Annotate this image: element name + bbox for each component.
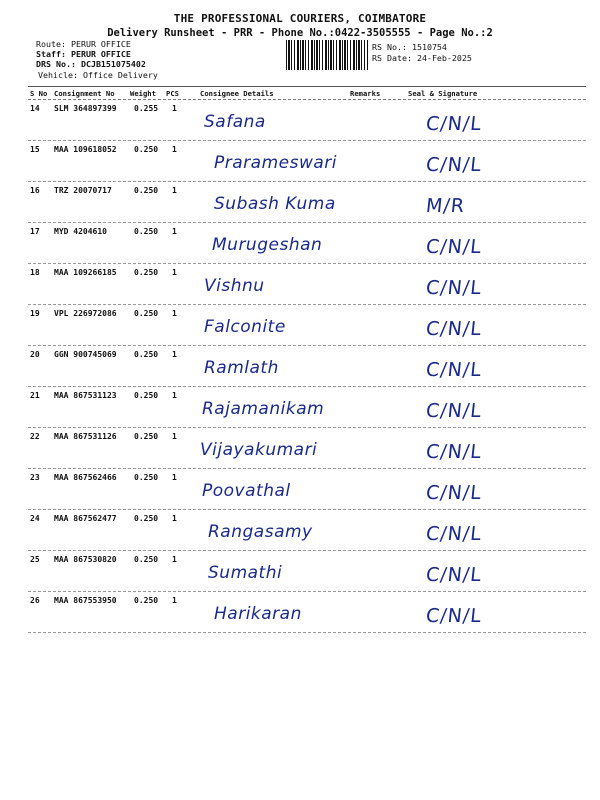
row-pcs: 1 [172,432,177,441]
row-weight: 0.250 [134,432,159,441]
col-sno: S No [30,89,48,98]
table-row [28,428,586,469]
seal-signature: C/N/L [424,523,484,545]
col-consignee: Consignee Details [200,89,274,98]
row-weight: 0.250 [134,391,159,400]
row-sno: 16 [30,186,40,195]
table-header [28,86,586,100]
consignee-signature: Falconite [204,317,286,337]
rs-date: RS Date: 24-Feb-2025 [372,53,472,63]
row-weight: 0.255 [134,104,159,113]
table-row [28,264,586,305]
row-consignment: TRZ 20070717 [54,186,112,195]
seal-signature: C/N/L [424,318,484,340]
row-weight: 0.250 [134,473,159,482]
row-sno: 14 [30,104,40,113]
row-weight: 0.250 [134,186,159,195]
row-consignment: MAA 867531126 [54,432,117,441]
row-pcs: 1 [172,227,177,236]
row-pcs: 1 [172,104,177,113]
consignee-signature: Rangasamy [208,522,313,542]
row-sno: 23 [30,473,40,482]
row-pcs: 1 [172,514,177,523]
row-pcs: 1 [172,596,177,605]
rs-info [372,42,472,64]
row-consignment: MAA 867531123 [54,391,117,400]
table-row [28,346,586,387]
barcode-image [286,40,368,70]
row-consignment: MAA 867562466 [54,473,117,482]
seal-signature: C/N/L [424,277,484,299]
seal-signature: C/N/L [424,564,484,586]
row-consignment: GGN 900745069 [54,350,117,359]
seal-signature: C/N/L [424,441,484,463]
staff-label: Staff: PERUR OFFICE [36,49,131,60]
row-pcs: 1 [172,391,177,400]
table-body [28,100,586,633]
consignee-signature: Subash Kuma [214,194,336,214]
row-consignment: VPL 226972086 [54,309,117,318]
seal-signature: C/N/L [424,400,484,422]
row-weight: 0.250 [134,268,159,277]
row-sno: 18 [30,268,40,277]
row-sno: 26 [30,596,40,605]
row-pcs: 1 [172,145,177,154]
row-pcs: 1 [172,473,177,482]
row-consignment: MAA 109266185 [54,268,117,277]
row-sno: 21 [30,391,40,400]
seal-signature: C/N/L [424,154,484,176]
vehicle-label: Vehicle: Office Delivery [38,69,158,80]
consignee-signature: Poovathal [202,481,291,501]
row-pcs: 1 [172,268,177,277]
row-consignment: MAA 109618052 [54,145,117,154]
consignee-signature: Vishnu [204,276,265,296]
consignee-signature: Murugeshan [212,235,323,255]
row-consignment: SLM 364897399 [54,104,117,113]
seal-signature: M/R [424,195,467,217]
row-sno: 25 [30,555,40,564]
consignee-signature: Sumathi [208,563,283,583]
seal-signature: C/N/L [424,359,484,381]
row-weight: 0.250 [134,514,159,523]
col-weight: Weight [130,89,156,98]
row-weight: 0.250 [134,555,159,564]
consignee-signature: Harikaran [214,604,302,624]
row-sno: 15 [30,145,40,154]
consignee-signature: Safana [204,112,266,132]
table-row [28,182,586,223]
drs-label: DRS No.: DCJB151075402 [36,59,146,70]
row-weight: 0.250 [134,145,159,154]
row-sno: 17 [30,227,40,236]
row-consignment: MAA 867562477 [54,514,117,523]
runsheet-title: Delivery Runsheet - PRR - Phone No.:0422-3505555 - Page No.:2 [107,27,493,39]
col-pcs: PCS [166,89,179,98]
consignee-signature: Vijayakumari [200,440,318,460]
table-row [28,551,586,592]
row-weight: 0.250 [134,309,159,318]
route-label: Route: PERUR OFFICE [36,39,131,49]
seal-signature: C/N/L [424,605,484,627]
row-pcs: 1 [172,309,177,318]
col-remarks: Remarks [350,89,381,98]
row-consignment: MAA 867553950 [54,596,117,605]
row-consignment: MAA 867530820 [54,555,117,564]
table-row [28,141,586,182]
table-row [28,305,586,346]
row-pcs: 1 [172,350,177,359]
row-pcs: 1 [172,186,177,195]
table-row [28,592,586,633]
seal-signature: C/N/L [424,482,484,504]
runsheet-table [28,86,586,633]
table-row [28,223,586,264]
row-sno: 24 [30,514,40,523]
row-sno: 22 [30,432,40,441]
row-weight: 0.250 [134,596,159,605]
row-weight: 0.250 [134,227,159,236]
consignee-signature: Rajamanikam [202,399,325,419]
table-row [28,387,586,428]
rs-number: RS No.: 1510754 [372,42,447,52]
consignee-signature: Prarameswari [214,153,337,173]
consignee-signature: Ramlath [204,358,279,378]
route-info [36,39,158,80]
row-consignment: MYD 4204610 [54,227,107,236]
row-sno: 19 [30,309,40,318]
col-seal: Seal & Signature [408,89,478,98]
seal-signature: C/N/L [424,113,484,135]
table-row [28,100,586,141]
row-weight: 0.250 [134,350,159,359]
row-sno: 20 [30,350,40,359]
col-consignment: Consignment No [54,89,115,98]
row-pcs: 1 [172,555,177,564]
company-title: THE PROFESSIONAL COURIERS, COIMBATORE [173,12,427,25]
table-row [28,510,586,551]
table-row [28,469,586,510]
seal-signature: C/N/L [424,236,484,258]
